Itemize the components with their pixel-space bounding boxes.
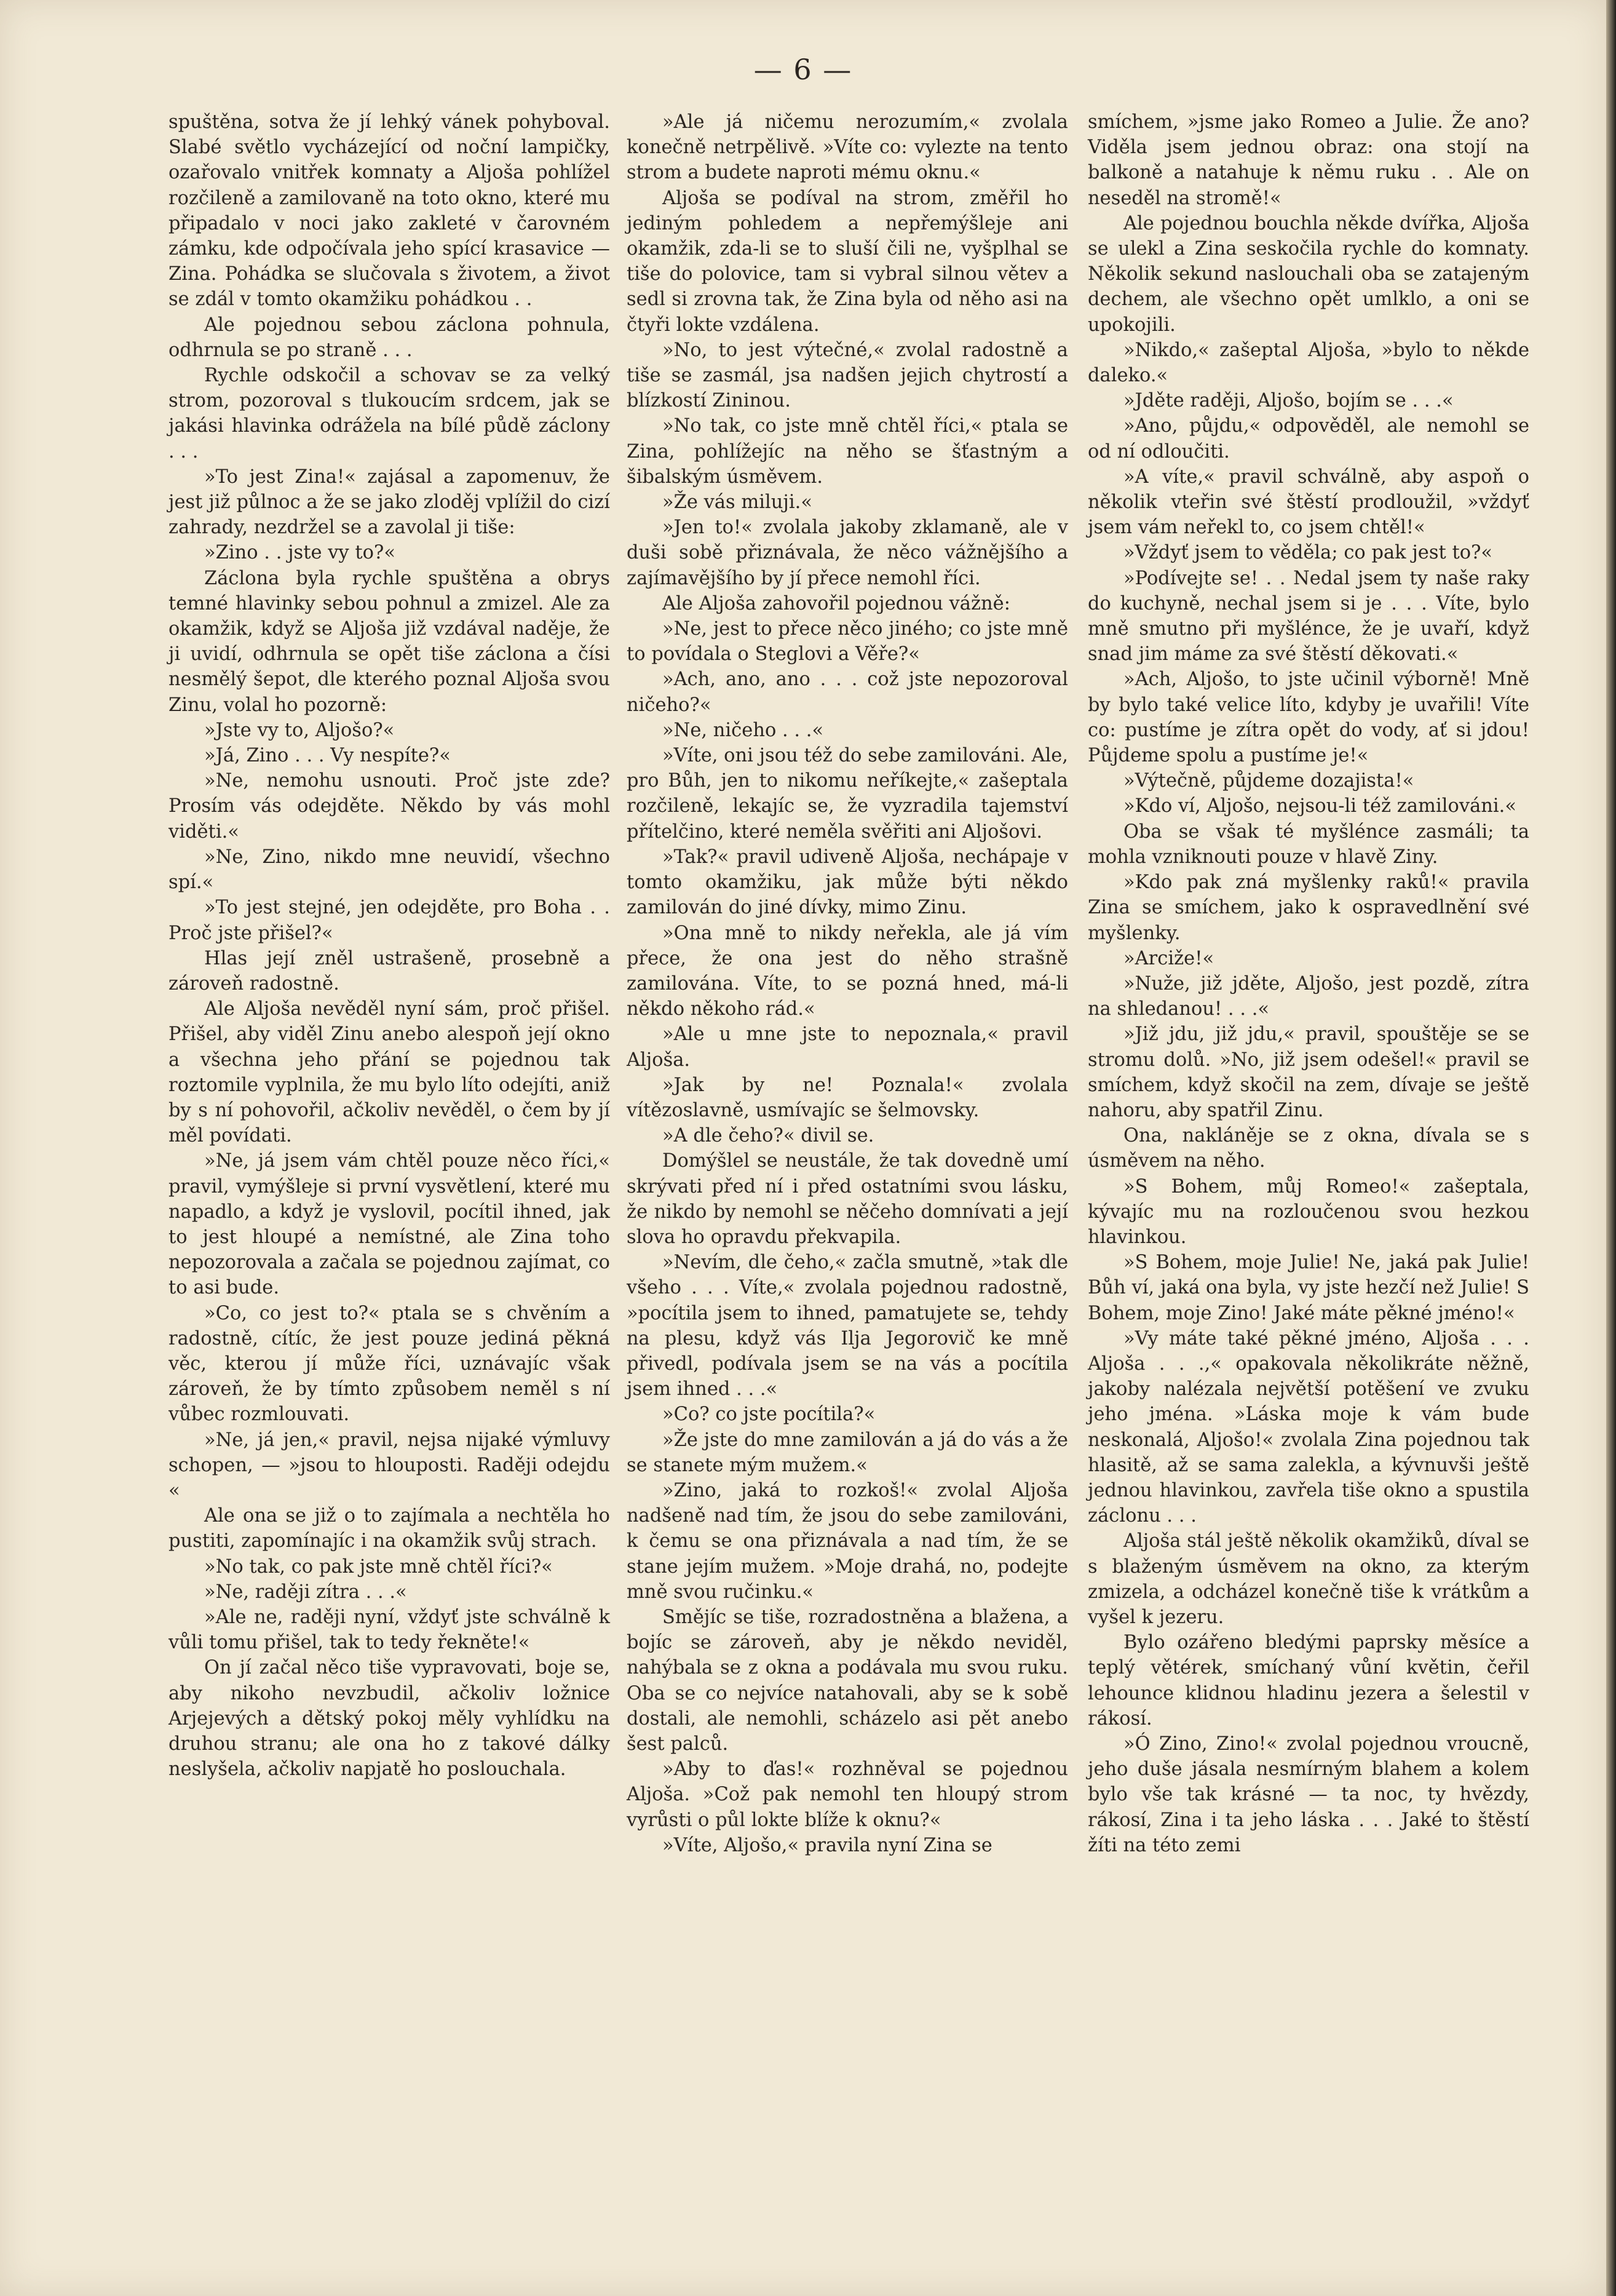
text-column-1	[168, 109, 610, 1782]
paragraph: »Kdo pak zná myšlenky raků!« pravila Zina se smíchem, jako k ospravedlnění své myšlenky.	[1088, 872, 1529, 944]
paragraph: »Ne, raději zítra . . .«	[204, 1581, 407, 1603]
paragraph: Bylo ozářeno bledými paprsky měsíce a teplý větérek, smíchaný vůní květin, čeřil lehounce klidnou hladinu jezera a šelestil v rákosí.	[1088, 1632, 1529, 1730]
paragraph: »Výtečně, půjdeme dozajista!«	[1123, 770, 1414, 792]
paragraph: Hlas její zněl ustrašeně, prosebně a zároveň radostně.	[168, 947, 610, 995]
paragraph: »Tak?« pravil udiveně Aljoša, nechápaje v tomto okamžiku, jak může býti někdo zamilován do jiné dívky, mimo Zinu.	[627, 846, 1068, 919]
paragraph: »Ne, jest to přece něco jiného; co jste mně to povídala o Steglovi a Věře?«	[627, 618, 1068, 665]
paragraph: »S Bohem, moje Julie! Ne, jaká pak Julie! Bůh ví, jaká ona byla, vy jste hezčí než Julie! S Bohem, moje Zino! Jaké máte pěkné jméno!«	[1088, 1252, 1529, 1324]
paragraph: »Jen to!« zvolala jakoby zklamaně, ale v duši sobě přiznávala, že něco vážnějšího a zajímavějšího by jí přece nemohl říci.	[627, 517, 1068, 589]
paragraph: »S Bohem, můj Romeo!« zašeptala, kývajíc mu na rozloučenou svou hezkou hlavinkou.	[1088, 1175, 1529, 1248]
paragraph: »Ne, Zino, nikdo mne neuvidí, všechno spí.«	[168, 846, 610, 894]
paragraph: »Ó Zino, Zino!« zvolal pojednou vroucně, jeho duše jásala nesmírným blahem a kolem bylo vše tak krásné — ta noc, ty hvězdy, rákosí, Zina i ta jeho láska . . . Jaké to štěstí žíti na této zemi	[1088, 1733, 1529, 1856]
paragraph: »Co? co jste pocítila?«	[662, 1404, 876, 1426]
paragraph: »Že jste do mne zamilován a já do vás a že se stanete mým mužem.«	[627, 1429, 1068, 1476]
paragraph: Domýšlel se neustále, že tak dovedně umí skrývati před ní i před ostatními svou lásku, že nikdo by nemohl se něčeho domnívati a její slova ho opravdu překvapila.	[627, 1150, 1068, 1248]
paragraph: »Ale já ničemu nerozumím,« zvolala konečně netrpělivě. »Víte co: vylezte na tento strom a budete naproti mému oknu.«	[627, 111, 1068, 184]
paragraph: Oba se však té myšlénce zasmáli; ta mohla vzniknouti pouze v hlavě Ziny.	[1088, 820, 1529, 868]
paragraph: smíchem, »jsme jako Romeo a Julie. Že ano? Viděla jsem jednou obraz: ona stojí na balkoně a natahuje k němu ruku . . Ale on neseděl na stromě!«	[1088, 111, 1529, 209]
paragraph: »Již jdu, již jdu,« pravil, spouštěje se se stromu dolů. »No, již jsem odešel!« pravil se smíchem, když skočil na zem, dívaje se ještě nahoru, aby spatřil Zinu.	[1088, 1023, 1529, 1121]
paragraph: On jí začal něco tiše vypravovati, boje se, aby nikoho nevzbudil, ačkoliv ložnice Arjejevých a dětský pokoj měly vyhlídku na druhou stranu; ale ona ho z takové dálky neslyšela, ačkoliv napjatě ho poslouchala.	[168, 1657, 610, 1781]
paragraph: Smějíc se tiše, rozradostněna a blažena, a bojíc se zároveň, aby je někdo neviděl, nahýbala se z okna a podávala mu svou ruku. Oba se co nejvíce natahovali, aby se k sobě dostali, ale nemohli, scházelo asi pět anebo šest palců.	[627, 1606, 1068, 1755]
paragraph: »To jest Zina!« zajásal a zapomenuv, že jest již půlnoc a že se jako zloděj vplížil do cizí zahrady, nezdržel se a zavolal ji tiše:	[168, 466, 610, 539]
paragraph: »Ale u mne jste to nepoznala,« pravil Aljoša.	[627, 1023, 1068, 1071]
paragraph: Ale pojednou sebou záclona pohnula, odhrnula se po straně . . .	[168, 314, 610, 361]
paragraph: Rychle odskočil a schovav se za velký strom, pozoroval s tlukoucím srdcem, jak se jakási hlavinka odrážela na bílé půdě záclony . . .	[168, 365, 610, 463]
paragraph: »Podívejte se! . . Nedal jsem ty naše raky do kuchyně, nechal jsem si je . . . Víte, bylo mně smutno při myšlénce, že je uvaří, když snad jim máme za své štěstí děkovati.«	[1088, 567, 1529, 665]
paragraph: »A víte,« pravil schválně, aby aspoň o několik vteřin své štěstí prodloužil, »vždyť jsem vám neřekl to, co jsem chtěl!«	[1088, 466, 1529, 539]
paragraph: »Víte, Aljošo,« pravila nyní Zina se	[662, 1834, 992, 1856]
paragraph: »Vždyť jsem to věděla; co pak jest to?«	[1123, 542, 1493, 564]
paragraph: Ona, nakláněje se z okna, dívala se s úsměvem na něho.	[1088, 1125, 1529, 1172]
paragraph: »Nuže, již jděte, Aljošo, jest pozdě, zítra na shledanou! . . .«	[1088, 972, 1529, 1020]
paragraph: »Jděte raději, Aljošo, bojím se . . .«	[1123, 390, 1454, 412]
paragraph: »Ale ne, raději nyní, vždyť jste schválně k vůli tomu přišel, tak to tedy řekněte!«	[168, 1606, 610, 1654]
paragraph: »Nikdo,« zašeptal Aljoša, »bylo to někde daleko.«	[1088, 339, 1529, 387]
paragraph: spuštěna, sotva že jí lehký vánek pohyboval. Slabé světlo vycházející od noční lampičky, ozařovalo vnitřek komnaty a Aljoša pohlížel rozčileně a zamilovaně na toto okno, které mu připadalo v noci jako zakleté v čarovném zámku, kde odpočívala jeho spící krasavice — Zina. Pohádka se slučovala s životem, a život se zdál v tomto okamžiku pohádkou . .	[168, 111, 610, 311]
paragraph: Ale Aljoša zahovořil pojednou vážně:	[662, 592, 1011, 614]
paragraph: »Ach, Aljošo, to jste učinil výborně! Mně by bylo také velice líto, kdyby je uvařili! Víte co: pustíme je zítra opět do vody, ať si jdou! Půjdeme spolu a pustíme je!«	[1088, 669, 1529, 767]
paragraph: »Jste vy to, Aljošo?«	[204, 719, 395, 741]
text-column-3	[1088, 109, 1529, 1858]
paragraph: Záclona byla rychle spuštěna a obrys temné hlavinky sebou pohnul a zmizel. Ale za okamžik, když se Aljoša již vzdával naděje, že ji uvidí, odhrnula se opět tiše záclona a čísi nesmělý šepot, dle kterého poznal Aljoša svou Zinu, volal ho pozorně:	[168, 567, 610, 716]
paragraph: »No tak, co pak jste mně chtěl říci?«	[204, 1555, 553, 1578]
paragraph: »Co, co jest to?« ptala se s chvěním a radostně, cítíc, že jest pouze jediná pěkná věc, kterou jí může říci, uznávajíc však zároveň, že by tímto způsobem neměl s ní vůbec rozmlouvati.	[168, 1302, 610, 1426]
paragraph: »Že vás miluji.«	[662, 491, 812, 514]
paragraph: »No tak, co jste mně chtěl říci,« ptala se Zina, pohlížejíc na něho se šťastným a šibalským úsměvem.	[627, 415, 1068, 488]
paragraph: »No, to jest výtečné,« zvolal radostně a tiše se zasmál, jsa nadšen jejich chytrostí a blízkostí Zininou.	[627, 339, 1068, 412]
paragraph: Aljoša se podíval na strom, změřil ho jediným pohledem a nepřemýšleje ani okamžik, zda-li se to sluší čili ne, vyšplhal se tiše do polovice, tam si vybral silnou větev a sedl si zrovna tak, že Zina byla od něho asi na čtyři lokte vzdálena.	[627, 187, 1068, 336]
paragraph: »A dle čeho?« divil se.	[662, 1125, 874, 1147]
paragraph: »To jest stejné, jen odejděte, pro Boha . . Proč jste přišel?«	[168, 897, 610, 944]
text-column-2	[627, 109, 1068, 1858]
paragraph: »Ano, půjdu,« odpověděl, ale nemohl se od ní odloučiti.	[1088, 415, 1529, 463]
paragraph: »Ne, já jen,« pravil, nejsa nijaké výmluvy schopen, — »jsou to hlouposti. Raději odejdu «	[168, 1429, 610, 1501]
paragraph: Ale Aljoša nevěděl nyní sám, proč přišel. Přišel, aby viděl Zinu anebo alespoň její okno a všechna jeho přání se pojednou tak roztomile vyplnila, že mu bylo líto odejíti, aniž by s ní pohovořil, ačkoliv nevěděl, o čem by jí měl povídati.	[168, 998, 610, 1147]
paragraph: »Nevím, dle čeho,« začla smutně, »tak dle všeho . . . Víte,« zvolala pojednou radostně, »pocítila jsem to ihned, pamatujete se, tehdy na plesu, když vás Ilja Jegorovič ke mně přivedl, podívala jsem se na vás a pocítila jsem ihned . . .«	[627, 1252, 1068, 1400]
paragraph: »Aby to ďas!« rozhněval se pojednou Aljoša. »Což pak nemohl ten hloupý strom vyrůsti o půl lokte blíže k oknu?«	[627, 1758, 1068, 1831]
paragraph: »Vy máte také pěkné jméno, Aljoša . . . Aljoša . . .,« opakovala několikráte něžně, jakoby nalézala největší potěšení ve zvuku jeho jména. »Láska moje k vám bude neskonalá, Aljošo!« zvolala Zina pojednou tak hlasitě, až se sama zalekla, a kývnuvši ještě jednou hlavinkou, zavřela tiše okno a spustila záclonu . . .	[1088, 1327, 1529, 1527]
paragraph: Ale ona se již o to zajímala a nechtěla ho pustiti, zapomínajíc i na okamžik svůj strach.	[168, 1505, 610, 1552]
paragraph: »Ona mně to nikdy neřekla, ale já vím přece, že ona jest do něho strašně zamilována. Víte, to se pozná hned, má-li někdo někoho rád.«	[627, 922, 1068, 1020]
paragraph: »Zino, jaká to rozkoš!« zvolal Aljoša nadšeně nad tím, že jsou do sebe zamilováni, k čemu se ona přiznávala a nad tím, že se stane jejím mužem. »Moje drahá, no, podejte mně svou ručinku.«	[627, 1479, 1068, 1603]
paragraph: »Ne, já jsem vám chtěl pouze něco říci,« pravil, vymýšleje si první vysvětlení, které mu napadlo, a když je vyslovil, pocítil ihned, jak to jest hloupé a nemístné, ale Zina toho nepozorovala a začala se pojednou zajímat, co to asi bude.	[168, 1150, 610, 1299]
paragraph: »Já, Zino . . . Vy nespíte?«	[204, 745, 451, 767]
page-number: — 6 —	[753, 53, 853, 86]
paragraph: »Kdo ví, Aljošo, nejsou-li též zamilováni.«	[1123, 795, 1517, 817]
book-spine-edge	[1606, 0, 1616, 2296]
paragraph: »Arciže!«	[1123, 947, 1214, 969]
paragraph: »Ne, nemohu usnouti. Proč jste zde? Prosím vás odejděte. Někdo by vás mohl viděti.«	[168, 770, 610, 843]
paragraph: »Ach, ano, ano . . . což jste nepozoroval ničeho?«	[627, 669, 1068, 716]
paragraph: »Ne, ničeho . . .«	[662, 719, 824, 741]
paragraph: »Víte, oni jsou též do sebe zamilováni. Ale, pro Bůh, jen to nikomu neříkejte,« zašeptala rozčileně, lekajíc se, že vyzradila tajemství přítelčino, které neměla svěřiti ani Aljošovi.	[627, 745, 1068, 843]
paragraph: »Jak by ne! Poznala!« zvolala vítězoslavně, usmívajíc se šelmovsky.	[627, 1074, 1068, 1121]
paragraph: »Zino . . jste vy to?«	[204, 542, 395, 564]
paragraph: Aljoša stál ještě několik okamžiků, díval se s blaženým úsměvem na okno, za kterým zmizela, a odcházel konečně tiše k vrátkům a vyšel k jezeru.	[1088, 1530, 1529, 1628]
paragraph: Ale pojednou bouchla někde dvířka, Aljoša se ulekl a Zina seskočila rychle do komnaty. Několik sekund naslouchali oba se zatajeným dechem, ale všechno opět umlklo, a oni se upokojili.	[1088, 212, 1529, 336]
